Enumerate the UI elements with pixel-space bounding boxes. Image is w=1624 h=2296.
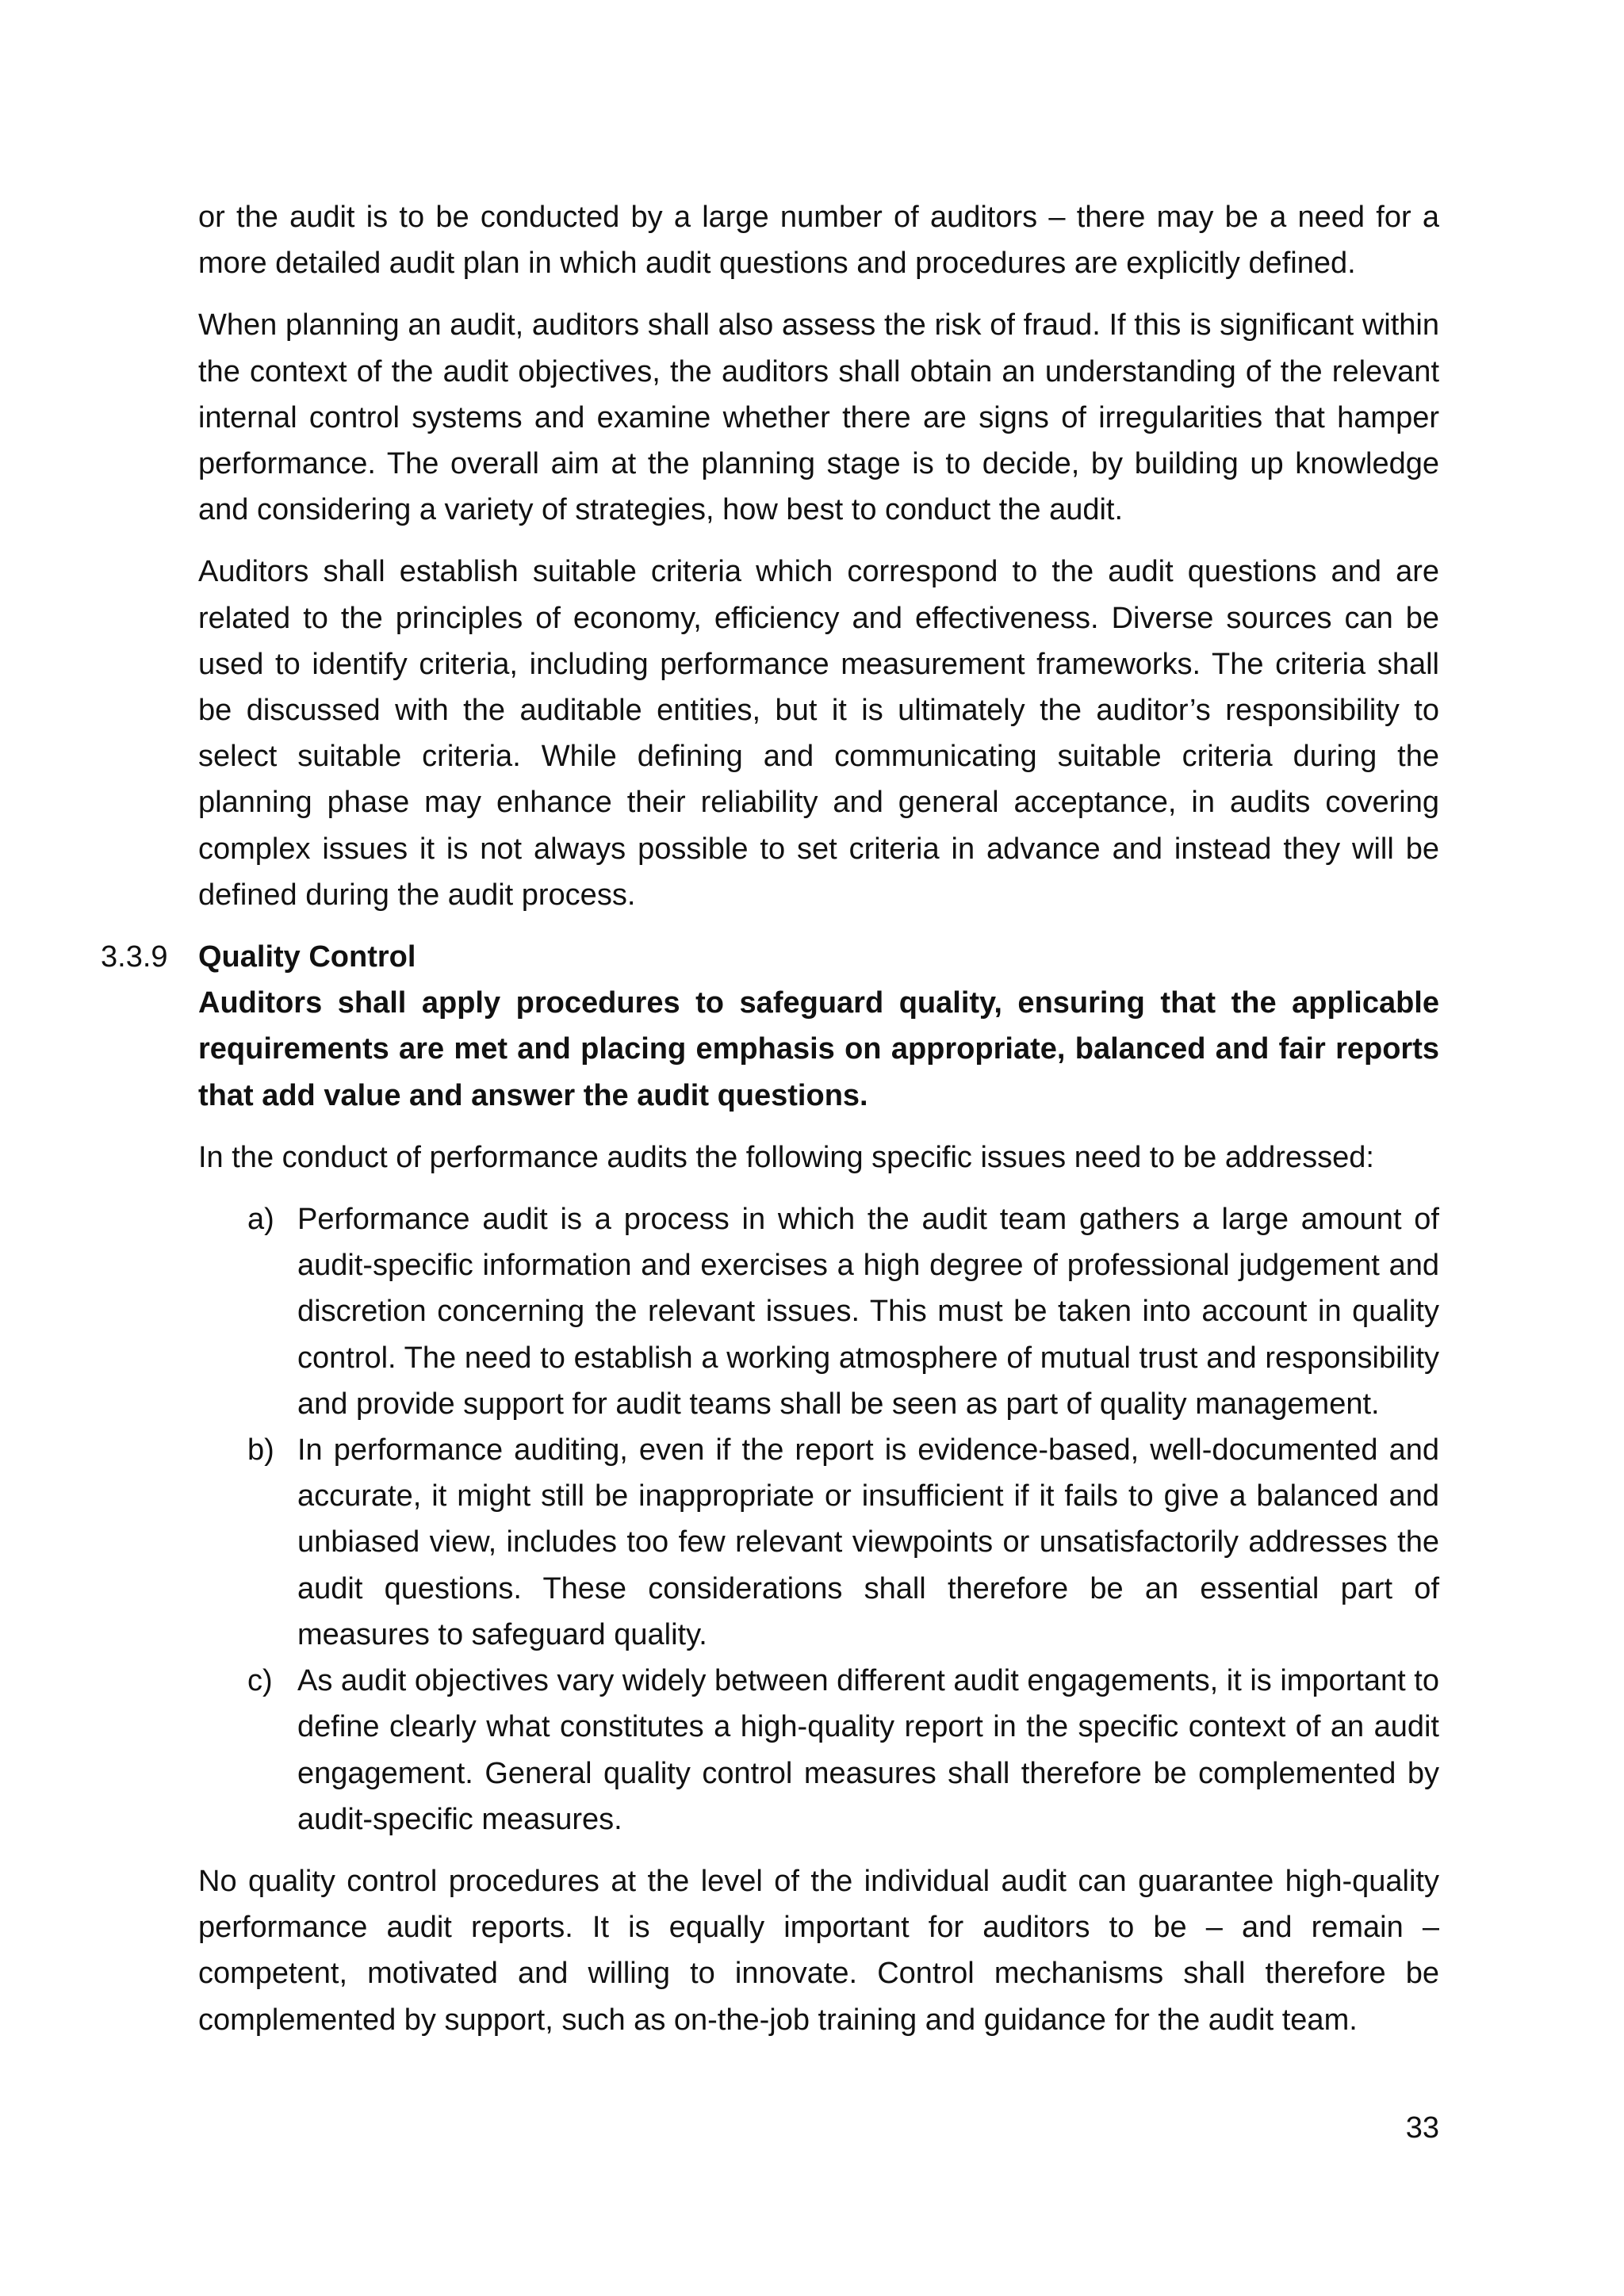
section-intro: In the conduct of performance audits the following specific issues need to be addressed: — [198, 1140, 1374, 1174]
list-item-text: In performance auditing, even if the report is evidence-based, well-documented and accurate, it might still be inappropriate or insufficient if it fails to give a balanced and unbiased view, includes too few relevant viewpoints or unsatisfactorily addresses the audit questions. These considerations shall therefore be an essential part of measures to safeguard quality. — [297, 1433, 1439, 1651]
paragraph-criteria: Auditors shall establish suitable criteria which correspond to the audit questions and are related to the principles of economy, efficiency and effectiveness. Diverse sources can be used to identify criteria, including performance measurement frameworks. The criteria shall be discussed with the auditable entities, but it is ultimately the auditor’s responsibility to select suitable criteria. While defining and communicating suitable criteria during the planning phase may enhance their reliability and general acceptance, in audits covering complex issues it is not always possible to set criteria in advance and instead they will be defined during the audit process. — [198, 555, 1439, 912]
section-number: 3.3.9 — [101, 940, 168, 974]
section-heading — [101, 934, 1439, 980]
list-item-text: As audit objectives vary widely between different audit engagements, it is important to define clearly what constitutes a high-quality report in the specific context of an audit engagement. General quality control measures shall therefore be complemented by audit-specific measures. — [297, 1664, 1439, 1836]
section-requirement: Auditors shall apply procedures to safeguard quality, ensuring that the applicable requirements are met and placing emphasis on appropriate, balanced and fair reports that add value and answer the audit questions. — [198, 986, 1439, 1112]
list-item — [247, 1658, 1439, 1843]
page-number: 33 — [1405, 2111, 1439, 2145]
list-item — [247, 1427, 1439, 1658]
list-marker: c) — [247, 1664, 273, 1698]
paragraph-closing: No quality control procedures at the level of the individual audit can guarantee high-quality performance audit reports. It is equally important for auditors to be – and remain – competent, motivated and willing to innovate. Control mechanisms shall therefore be complemented by support, such as on-the-job training and guidance for the audit team. — [198, 1864, 1439, 2037]
list-marker: b) — [247, 1433, 274, 1468]
paragraph-audit-plan: or the audit is to be conducted by a large number of auditors – there may be a need for a more detailed audit plan in which audit questions and procedures are explicitly defined. — [198, 201, 1439, 281]
section-title: Quality Control — [198, 940, 416, 974]
issues-list — [198, 1196, 1439, 1843]
paragraph-fraud-risk: When planning an audit, auditors shall also assess the risk of fraud. If this is significant within the context of the audit objectives, the auditors shall obtain an understanding of the relevant internal control systems and examine whether there are signs of irregularities that hamper performance. The overall aim at the planning stage is to decide, by building up knowledge and considering a variety of strategies, how best to conduct the audit. — [198, 308, 1439, 527]
list-item-text: Performance audit is a process in which the audit team gathers a large amount of audit-specific information and exercises a high degree of professional judgement and discretion concerning the relevant issues. This must be taken into account in quality control. The need to establish a working atmosphere of mutual trust and responsibility and provide support for audit teams shall be seen as part of quality management. — [297, 1203, 1439, 1421]
page-content — [101, 194, 1439, 2059]
list-item — [247, 1196, 1439, 1427]
list-marker: a) — [247, 1203, 274, 1237]
